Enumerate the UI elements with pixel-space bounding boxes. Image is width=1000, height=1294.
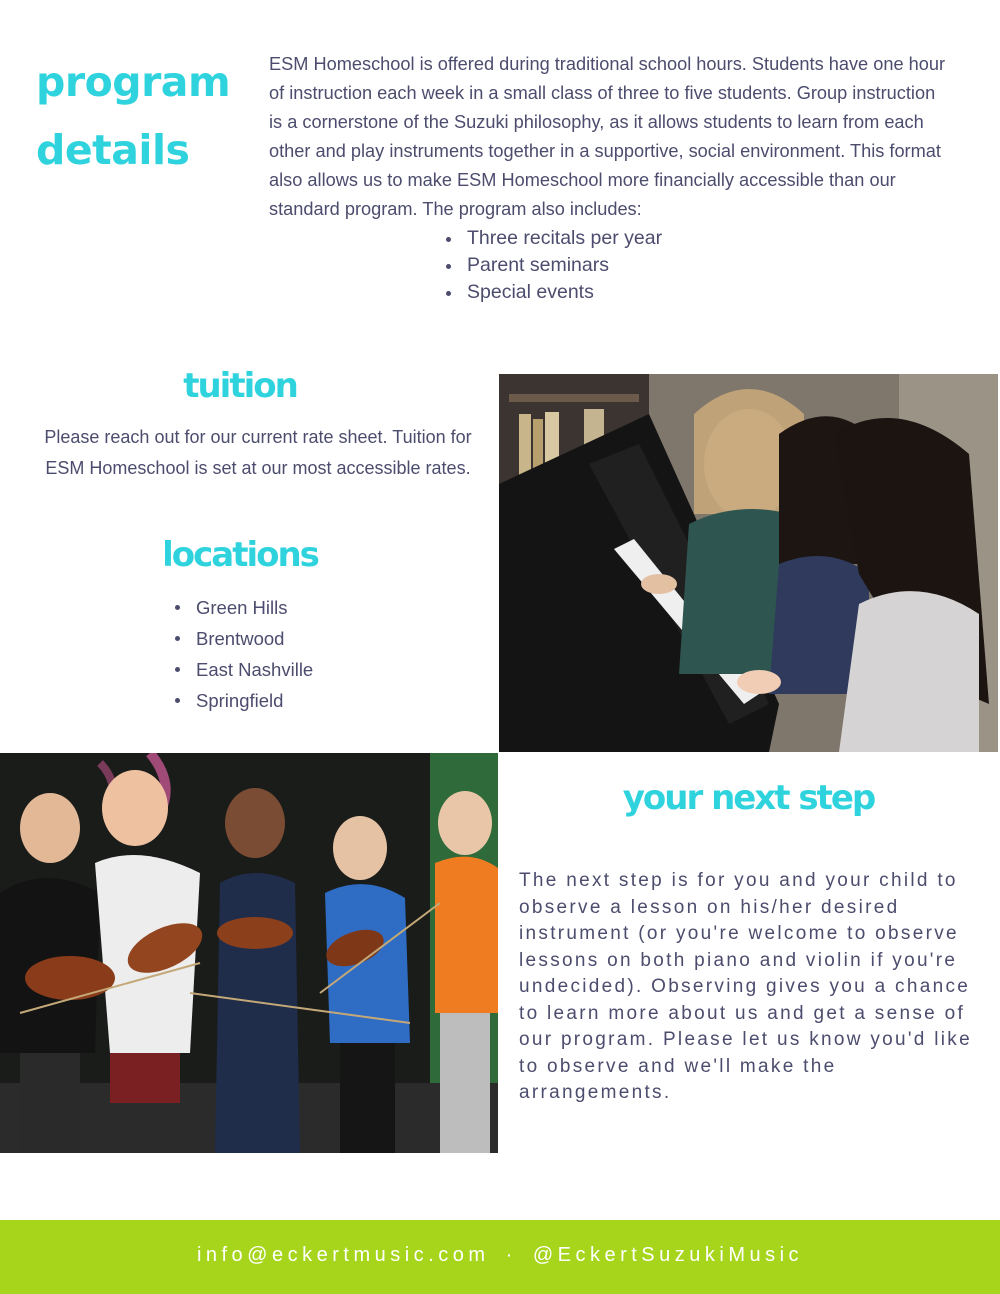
location-item: Brentwood <box>175 623 313 654</box>
piano-lesson-photo <box>499 374 998 752</box>
next-step-heading: your next step <box>622 778 875 818</box>
location-item: Green Hills <box>175 592 313 623</box>
list-item: Three recitals per year <box>446 225 662 252</box>
program-details-heading-line2: details <box>36 126 190 174</box>
program-details-heading <box>36 48 251 184</box>
violin-students-photo <box>0 753 498 1153</box>
locations-list <box>175 592 313 716</box>
tuition-body: Please reach out for our current rate sheet. Tuition for ESM Homeschool is set at our most accessible rates. <box>44 427 472 478</box>
footer-social-handle-link[interactable]: @EckertSuzukiMusic <box>532 1244 804 1266</box>
program-details-body: ESM Homeschool is offered during traditional school hours. Students have one hour of instruction each week in a small class of three to five students. Group instruction is a cornerstone of the Suzuki philosophy, as it allows students to learn from each other and play instruments together in a supportive, social environment. This format also allows us to make ESM Homeschool more financially accessible than our standard program. The program also includes: <box>269 54 946 219</box>
next-step-body: The next step is for you and your child to observe a lesson on his/her desired instrument (or you're welcome to observe lessons on both piano and violin if you're undecided). Observing gives you a chance to learn more about us and get a sense of our program. Please let us know you'd like to observe and we'll make the arrangements. <box>519 870 972 1103</box>
footer-separator: · <box>505 1244 517 1266</box>
footer-email-link[interactable]: info@eckertmusic.com <box>196 1244 490 1266</box>
footer-bar <box>0 1220 1000 1294</box>
location-item: Springfield <box>175 685 313 716</box>
list-item: Parent seminars <box>446 252 662 279</box>
program-details-heading-line1: program <box>36 58 231 106</box>
footer-contact <box>0 1244 1000 1267</box>
tuition-heading: tuition <box>183 366 297 406</box>
location-item: East Nashville <box>175 654 313 685</box>
program-includes-list <box>446 225 662 306</box>
list-item: Special events <box>446 279 662 306</box>
locations-heading: locations <box>162 535 318 575</box>
